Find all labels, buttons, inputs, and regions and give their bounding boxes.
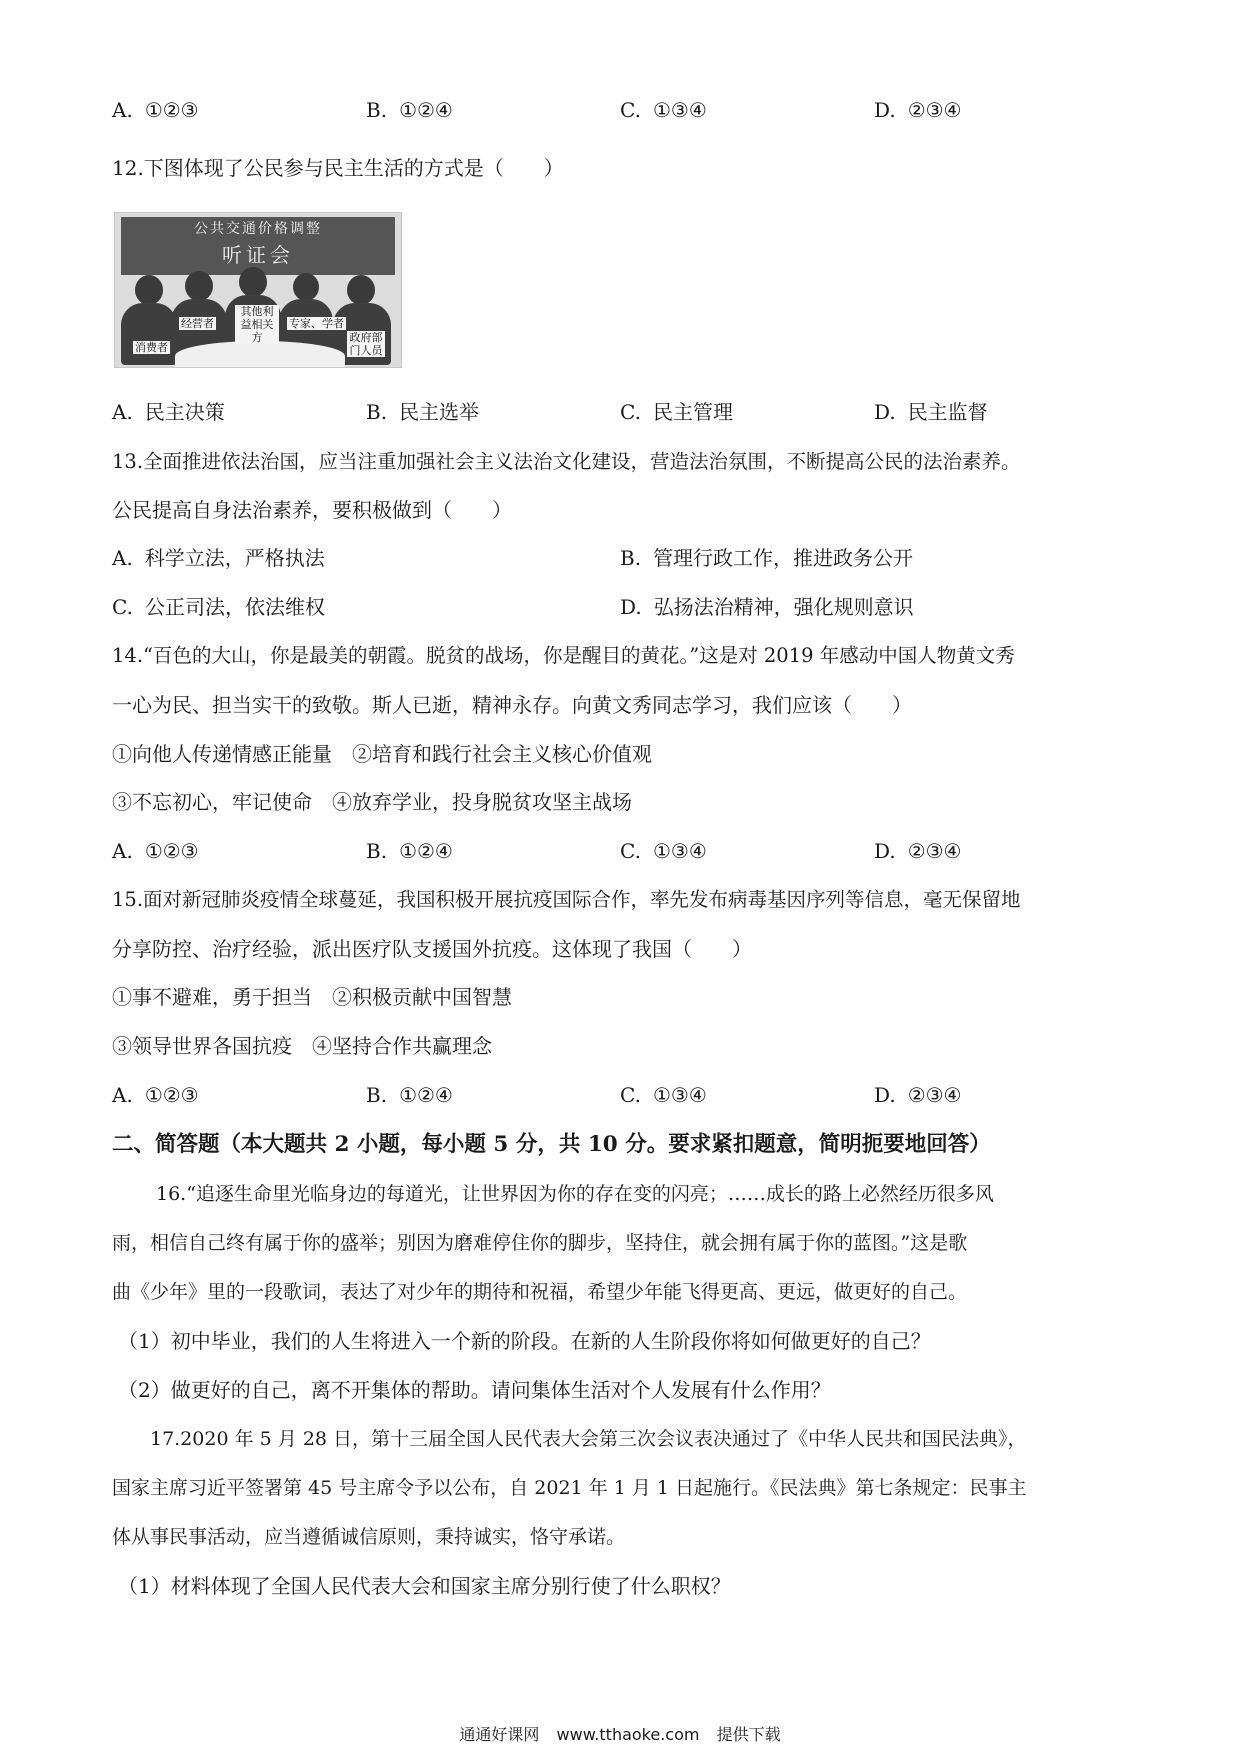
option-key: D. xyxy=(874,839,896,863)
option-text: ①③④ xyxy=(652,839,707,863)
q17-sub1: （1）材料体现了全国人民代表大会和国家主席分别行使了什么职权？ xyxy=(118,1574,731,1598)
q13-stem-line1: 13.全面推进依法治国，应当注重加强社会主义法治文化建设，营造法治氛围，不断提高公民的法治素养。 xyxy=(112,450,1021,473)
q11-option-c xyxy=(620,96,707,124)
q11-option-d xyxy=(874,96,961,124)
q15-option-c xyxy=(620,1081,707,1109)
label-experts: 专家、学者 xyxy=(289,317,344,330)
option-text: ②③④ xyxy=(907,1083,962,1107)
q15-option-b xyxy=(366,1081,453,1109)
option-key: A. xyxy=(112,839,133,863)
q14-option-c xyxy=(620,837,707,865)
banner-title-line1: 公共交通价格调整 xyxy=(194,221,322,237)
option-text: ①③④ xyxy=(652,98,707,122)
q17-stem-line3: 体从事民事活动，应当遵循诚信原则，秉持诚实，恪守承诺。 xyxy=(112,1526,626,1548)
option-text: ①②④ xyxy=(399,839,453,863)
q11-option-b xyxy=(366,96,453,124)
option-text: 民主监督 xyxy=(907,400,988,424)
option-key: D. xyxy=(874,400,896,424)
section-heading: 二、简答题（本大题共 2 小题，每小题 5 分，共 10 分。要求紧扣题意，简明扼要地回答） xyxy=(112,1132,991,1157)
q15-option-d xyxy=(874,1081,961,1109)
q11-option-a xyxy=(112,96,199,124)
option-text: ②③④ xyxy=(907,839,962,863)
footer-url-link[interactable]: www.tthaoke.com xyxy=(556,1725,700,1744)
q12-stem: 12.下图体现了公民参与民主生活的方式是（ ） xyxy=(112,156,564,180)
q17-stem-line1: 17.2020 年 5 月 28 日，第十三届全国人民代表大会第三次会议表决通过了《中华人民共和国民法典》， xyxy=(150,1428,1027,1450)
q12-option-a xyxy=(112,398,225,426)
q15-stem-line1: 15.面对新冠肺炎疫情全球蔓延，我国积极开展抗疫国际合作，率先发布病毒基因序列等信息，毫无保留地 xyxy=(112,888,1021,911)
q16-sub2: （2）做更好的自己，离不开集体的帮助。请问集体生活对个人发展有什么作用？ xyxy=(118,1378,831,1402)
q14-stem-line1: 14.“百色的大山，你是最美的朝霞。脱贫的战场，你是醒目的黄花。”这是对 2019 年感动中国人物黄文秀 xyxy=(112,644,1015,667)
option-text: ①②③ xyxy=(144,839,199,863)
option-key: C. xyxy=(620,98,641,122)
option-key: C. xyxy=(112,595,133,619)
option-key: A. xyxy=(112,1083,133,1107)
option-text: ①③④ xyxy=(652,1083,707,1107)
q13-stem-line2: 公民提高自身法治素养，要积极做到（ ） xyxy=(112,498,512,522)
option-key: A. xyxy=(112,98,133,122)
q14-option-a xyxy=(112,837,199,865)
q16-stem-line1: 16.“追逐生命里光临身边的每道光，让世界因为你的存在变的闪亮；……成长的路上必然经历很多风 xyxy=(156,1183,994,1205)
option-key: C. xyxy=(620,839,641,863)
option-key: B. xyxy=(620,546,642,570)
q12-option-b xyxy=(366,398,479,426)
q13-option-d xyxy=(620,593,914,621)
option-key: D. xyxy=(620,595,642,619)
option-key: B. xyxy=(366,839,388,863)
label-government: 政府部门人员 xyxy=(347,331,385,357)
q13-option-c xyxy=(112,593,325,621)
label-operator: 经营者 xyxy=(181,317,214,330)
q13-option-a xyxy=(112,544,325,572)
option-key: B. xyxy=(366,400,388,424)
option-text: ①②④ xyxy=(399,98,453,122)
hearing-banner xyxy=(121,217,395,275)
q14-option-d xyxy=(874,837,961,865)
option-text: ②③④ xyxy=(907,98,962,122)
option-text: ①②④ xyxy=(399,1083,453,1107)
q16-stem-line3: 曲《少年》里的一段歌词，表达了对少年的期待和祝福，希望少年能飞得更高、更远，做更好的自己。 xyxy=(112,1281,968,1303)
q13-option-b xyxy=(620,544,913,572)
option-key: D. xyxy=(874,98,896,122)
footer-site-name: 通通好课网 xyxy=(459,1725,540,1744)
banner-title-line2: 听证会 xyxy=(222,243,294,267)
q15-item1: ①事不避难，勇于担当 ②积极贡献中国智慧 xyxy=(112,985,512,1009)
label-stakeholders: 其他利益相关方 xyxy=(235,305,279,344)
option-text: 民主决策 xyxy=(144,400,225,424)
option-text: 管理行政工作，推进政务公开 xyxy=(653,546,914,570)
option-key: C. xyxy=(620,400,641,424)
page-footer xyxy=(0,1722,1240,1745)
q14-item2: ③不忘初心，牢记使命 ④放弃学业，投身脱贫攻坚主战场 xyxy=(112,790,632,814)
option-key: A. xyxy=(112,546,133,570)
option-text: ①②③ xyxy=(144,1083,199,1107)
hearing-illustration xyxy=(114,212,402,368)
option-key: B. xyxy=(366,98,388,122)
option-text: 民主选举 xyxy=(399,400,480,424)
q14-item1: ①向他人传递情感正能量 ②培育和践行社会主义核心价值观 xyxy=(112,742,652,766)
option-text: 弘扬法治精神，强化规则意识 xyxy=(653,595,914,619)
q14-stem-line2: 一心为民、担当实干的致敬。斯人已逝，精神永存。向黄文秀同志学习，我们应该（ ） xyxy=(112,693,912,717)
option-key: C. xyxy=(620,1083,641,1107)
footer-note: 提供下载 xyxy=(716,1725,781,1744)
q15-option-a xyxy=(112,1081,199,1109)
option-text: ①②③ xyxy=(144,98,199,122)
hearing-table xyxy=(175,341,345,368)
option-text: 科学立法，严格执法 xyxy=(144,546,325,570)
q16-sub1: （1）初中毕业，我们的人生将进入一个新的阶段。在新的人生阶段你将如何做更好的自己？ xyxy=(118,1329,931,1353)
q14-option-b xyxy=(366,837,453,865)
q15-stem-line2: 分享防控、治疗经验，派出医疗队支援国外抗疫。这体现了我国（ ） xyxy=(112,937,752,961)
q16-stem-line2: 雨，相信自己终有属于你的盛举；别因为磨难停住你的脚步，坚持住，就会拥有属于你的蓝图。”这是歌 xyxy=(112,1232,968,1254)
q12-option-d xyxy=(874,398,988,426)
q15-item2: ③领导世界各国抗疫 ④坚持合作共赢理念 xyxy=(112,1034,492,1058)
option-text: 公正司法，依法维权 xyxy=(144,595,325,619)
option-text: 民主管理 xyxy=(652,400,733,424)
option-key: B. xyxy=(366,1083,388,1107)
label-consumer: 消费者 xyxy=(135,341,168,354)
option-key: D. xyxy=(874,1083,896,1107)
q17-stem-line2: 国家主席习近平签署第 45 号主席令予以公布，自 2021 年 1 月 1 日起施行。《民法典》第七条规定：民事主 xyxy=(112,1477,1027,1499)
option-key: A. xyxy=(112,400,133,424)
q12-option-c xyxy=(620,398,733,426)
